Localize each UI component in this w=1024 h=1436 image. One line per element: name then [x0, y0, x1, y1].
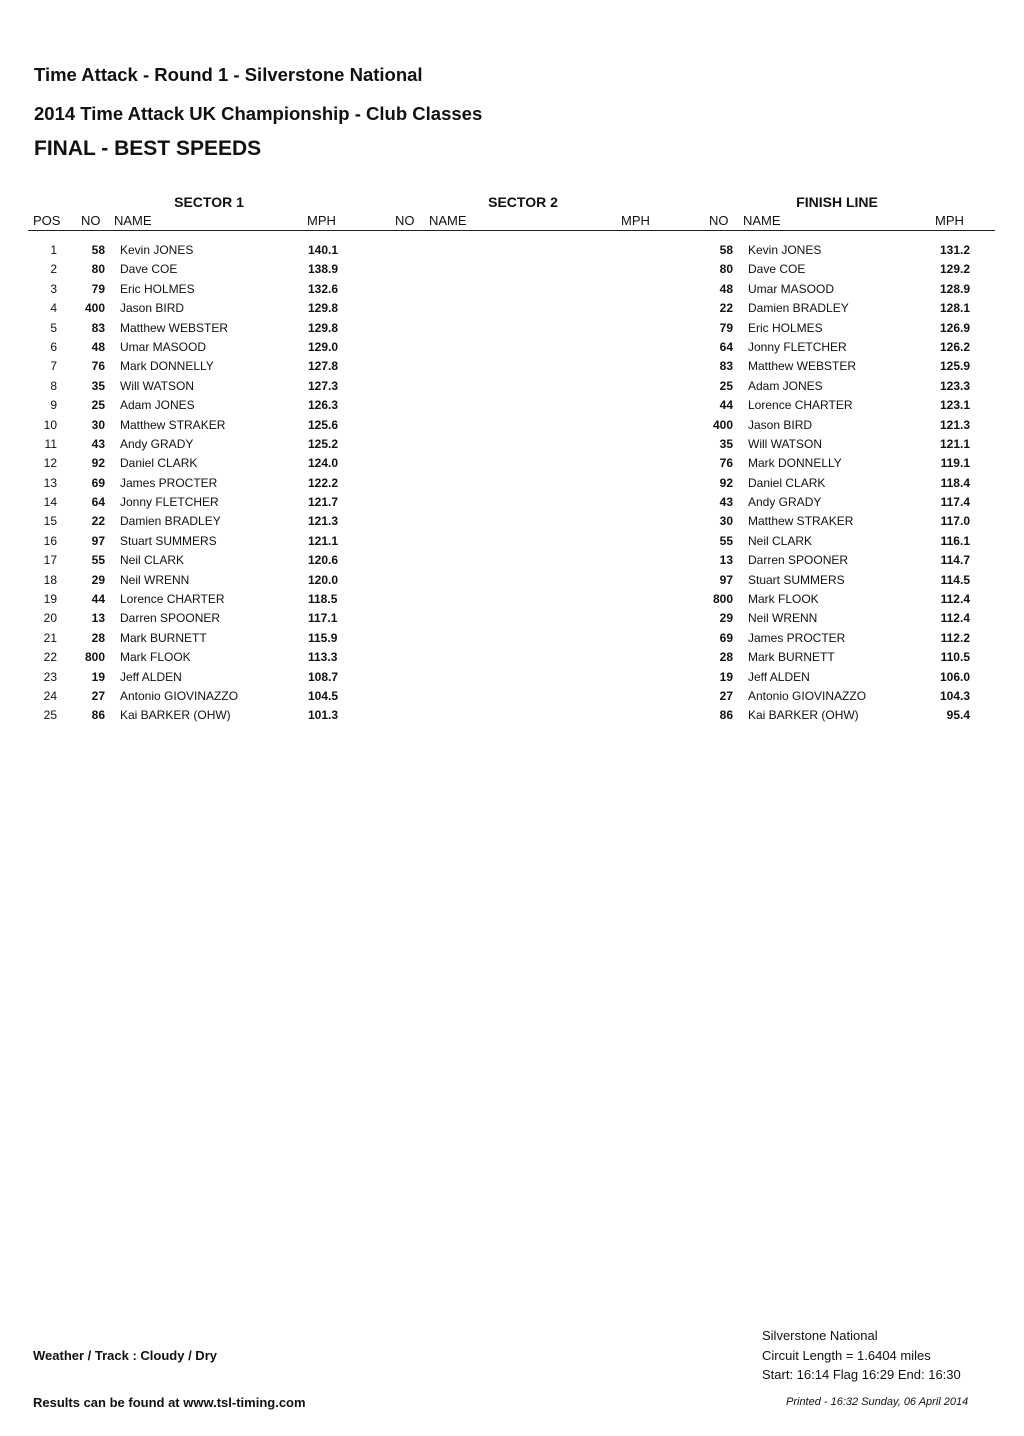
sector1-driver-name: Lorence CHARTER	[120, 592, 225, 607]
finish-speed: 112.4	[940, 592, 970, 607]
finish-driver-name: Will WATSON	[748, 436, 822, 451]
finish-car-number: 22	[719, 301, 733, 316]
finish-car-number: 86	[719, 708, 733, 723]
finish-speed: 117.4	[940, 495, 970, 510]
finish-car-number: 64	[719, 339, 733, 354]
table-row	[0, 241, 1024, 260]
finish-speed: 112.2	[940, 630, 970, 645]
sector1-speed: 121.3	[308, 514, 339, 529]
finish-driver-name: Kevin JONES	[748, 243, 822, 257]
results-table	[0, 241, 1024, 726]
col-header-finish-no: NO	[709, 213, 729, 228]
sector1-speed: 126.3	[308, 398, 339, 413]
sector1-speed: 124.0	[308, 456, 339, 471]
sector1-speed: 121.1	[308, 533, 339, 548]
finish-driver-name: Andy GRADY	[748, 495, 822, 510]
sector1-speed: 127.8	[308, 359, 339, 374]
sector1-speed: 120.0	[308, 572, 339, 587]
sector1-driver-name: Matthew STRAKER	[120, 417, 226, 432]
position-cell: 6	[50, 339, 57, 354]
col-header-sector1-mph: MPH	[307, 213, 336, 228]
sector1-speed: 129.0	[308, 339, 339, 354]
position-cell: 2	[50, 262, 57, 277]
finish-speed: 126.9	[939, 320, 970, 335]
table-row	[0, 648, 1024, 667]
sector1-car-number: 800	[84, 650, 105, 665]
table-row	[0, 338, 1024, 357]
sector1-car-number: 48	[91, 339, 105, 354]
event-title: Time Attack - Round 1 - Silverstone National	[34, 64, 423, 85]
finish-driver-name: Lorence CHARTER	[748, 398, 853, 413]
sector1-speed: 127.3	[308, 378, 339, 393]
finish-driver-name: Umar MASOOD	[748, 281, 835, 296]
sector1-car-number: 86	[91, 708, 105, 723]
finish-car-number: 43	[719, 495, 733, 510]
col-header-sector1-no: NO	[81, 213, 101, 228]
position-cell: 5	[50, 320, 57, 335]
sector1-car-number: 55	[91, 553, 105, 568]
col-header-sector1-name: NAME	[114, 213, 152, 228]
table-row	[0, 280, 1024, 299]
finish-driver-name: Dave COE	[748, 262, 806, 277]
sector1-car-number: 44	[91, 592, 105, 607]
position-cell: 19	[43, 592, 57, 607]
finish-speed: 123.1	[939, 398, 970, 413]
sector1-car-number: 83	[91, 320, 105, 335]
sector1-car-number: 19	[91, 669, 105, 684]
sector1-car-number: 25	[91, 398, 105, 413]
results-url: Results can be found at www.tsl-timing.com	[33, 1395, 306, 1410]
finish-speed: 114.7	[940, 553, 970, 568]
finish-car-number: 27	[719, 688, 733, 703]
sector1-car-number: 92	[91, 456, 105, 471]
finish-car-number: 69	[719, 630, 733, 645]
finish-driver-name: Stuart SUMMERS	[748, 572, 845, 587]
sector1-driver-name: Mark FLOOK	[120, 650, 191, 665]
sector1-car-number: 27	[91, 688, 105, 703]
finish-car-number: 97	[719, 572, 733, 587]
finish-driver-name: Daniel CLARK	[748, 475, 826, 490]
sector1-speed: 125.6	[308, 417, 339, 432]
sector1-speed: 129.8	[308, 301, 339, 316]
position-cell: 25	[43, 708, 57, 723]
sector1-car-number: 400	[84, 301, 105, 316]
table-row	[0, 629, 1024, 648]
sector1-driver-name: Kai BARKER (OHW)	[120, 708, 231, 723]
session-times: Start: 16:14 Flag 16:29 End: 16:30	[762, 1367, 961, 1382]
finish-car-number: 48	[719, 281, 733, 296]
finish-driver-name: Mark BURNETT	[748, 650, 835, 665]
position-cell: 23	[43, 669, 57, 684]
position-cell: 10	[43, 417, 57, 432]
table-row	[0, 687, 1024, 706]
sector1-speed: 122.2	[308, 475, 339, 490]
table-row	[0, 493, 1024, 512]
sector1-driver-name: Neil WRENN	[120, 572, 190, 587]
position-cell: 1	[50, 243, 57, 257]
finish-speed: 110.5	[940, 650, 970, 665]
sector1-car-number: 35	[91, 378, 105, 393]
position-cell: 3	[50, 281, 57, 296]
finish-speed: 118.4	[940, 475, 970, 490]
sector1-speed: 125.2	[308, 436, 339, 451]
position-cell: 21	[43, 630, 57, 645]
finish-car-number: 19	[719, 669, 733, 684]
table-row	[0, 668, 1024, 687]
championship-title: 2014 Time Attack UK Championship - Club Classes	[34, 103, 483, 124]
sector1-driver-name: Neil CLARK	[120, 553, 185, 568]
sector1-driver-name: Jason BIRD	[120, 301, 185, 316]
finish-speed: 125.9	[939, 359, 970, 374]
finish-speed: 128.9	[939, 281, 970, 296]
position-cell: 16	[43, 533, 57, 548]
finish-driver-name: Darren SPOONER	[748, 553, 849, 568]
position-cell: 13	[43, 475, 57, 490]
sector1-driver-name: Eric HOLMES	[120, 281, 195, 296]
sector1-speed: 129.8	[308, 320, 339, 335]
finish-car-number: 29	[719, 611, 733, 626]
position-cell: 9	[50, 398, 57, 413]
position-cell: 15	[43, 514, 57, 529]
finish-speed: 121.3	[939, 417, 970, 432]
sector1-heading: SECTOR 1	[174, 194, 244, 210]
sector1-speed: 138.9	[308, 262, 339, 277]
position-cell: 7	[50, 359, 57, 374]
sector1-driver-name: Umar MASOOD	[120, 339, 207, 354]
sector1-driver-name: Mark DONNELLY	[120, 359, 214, 374]
position-cell: 17	[43, 553, 57, 568]
finish-speed: 128.1	[939, 301, 970, 316]
finish-speed: 106.0	[939, 669, 970, 684]
position-cell: 8	[50, 378, 57, 393]
col-header-sector2-name: NAME	[429, 213, 467, 228]
finish-speed: 104.3	[939, 688, 970, 703]
printed-timestamp: Printed - 16:32 Sunday, 06 April 2014	[786, 1396, 969, 1408]
table-row	[0, 319, 1024, 338]
sector1-speed: 108.7	[308, 669, 339, 684]
finish-car-number: 83	[719, 359, 733, 374]
finish-speed: 121.1	[939, 436, 970, 451]
sector1-car-number: 58	[91, 243, 105, 257]
finish-speed: 116.1	[940, 533, 970, 548]
sector1-car-number: 76	[91, 359, 105, 374]
sector1-car-number: 80	[91, 262, 105, 277]
table-row	[0, 532, 1024, 551]
table-row	[0, 551, 1024, 570]
table-row	[0, 609, 1024, 628]
finish-car-number: 55	[719, 533, 733, 548]
position-cell: 18	[43, 572, 57, 587]
finish-car-number: 28	[719, 650, 733, 665]
sector1-car-number: 22	[91, 514, 105, 529]
table-row	[0, 416, 1024, 435]
sector1-speed: 118.5	[308, 592, 338, 607]
col-header-sector2-mph: MPH	[621, 213, 650, 228]
sector1-speed: 140.1	[308, 243, 339, 257]
col-header-finish-mph: MPH	[935, 213, 964, 228]
sector1-driver-name: Daniel CLARK	[120, 456, 198, 471]
finish-driver-name: Antonio GIOVINAZZO	[748, 688, 867, 703]
circuit-length: Circuit Length = 1.6404 miles	[762, 1348, 931, 1363]
finish-driver-name: Matthew STRAKER	[748, 514, 854, 529]
sector1-speed: 121.7	[308, 495, 339, 510]
sector1-car-number: 79	[91, 281, 105, 296]
position-cell: 4	[50, 301, 57, 316]
finish-speed: 95.4	[946, 708, 970, 723]
finish-speed: 114.5	[940, 572, 970, 587]
finish-speed: 129.2	[939, 262, 970, 277]
finish-line-heading: FINISH LINE	[796, 194, 878, 210]
table-row	[0, 435, 1024, 454]
finish-car-number: 800	[712, 592, 733, 607]
sector1-car-number: 43	[91, 436, 105, 451]
finish-driver-name: Jason BIRD	[748, 417, 813, 432]
header-divider	[28, 230, 995, 231]
table-row	[0, 590, 1024, 609]
finish-car-number: 80	[719, 262, 733, 277]
finish-car-number: 92	[719, 475, 733, 490]
table-row	[0, 474, 1024, 493]
sector1-driver-name: Mark BURNETT	[120, 630, 207, 645]
table-row	[0, 377, 1024, 396]
finish-driver-name: Adam JONES	[748, 378, 823, 393]
finish-car-number: 13	[719, 553, 733, 568]
sector1-speed: 104.5	[308, 688, 339, 703]
sector1-driver-name: Andy GRADY	[120, 436, 194, 451]
table-row	[0, 396, 1024, 415]
finish-driver-name: Damien BRADLEY	[748, 301, 849, 316]
finish-car-number: 58	[719, 243, 733, 257]
sector1-car-number: 13	[91, 611, 105, 626]
position-cell: 22	[43, 650, 57, 665]
weather-info: Weather / Track : Cloudy / Dry	[33, 1348, 217, 1363]
finish-driver-name: Mark DONNELLY	[748, 456, 842, 471]
finish-driver-name: James PROCTER	[748, 630, 846, 645]
col-header-sector2-no: NO	[395, 213, 415, 228]
sector1-driver-name: Damien BRADLEY	[120, 514, 221, 529]
sector1-driver-name: Matthew WEBSTER	[120, 320, 229, 335]
finish-car-number: 44	[719, 398, 733, 413]
sector1-driver-name: Kevin JONES	[120, 243, 194, 257]
col-header-pos: POS	[33, 213, 61, 228]
finish-driver-name: Kai BARKER (OHW)	[748, 708, 859, 723]
sector1-speed: 120.6	[308, 553, 339, 568]
sector1-car-number: 97	[91, 533, 105, 548]
finish-car-number: 35	[719, 436, 733, 451]
finish-driver-name: Neil WRENN	[748, 611, 818, 626]
sector1-car-number: 30	[91, 417, 105, 432]
sector1-driver-name: Darren SPOONER	[120, 611, 221, 626]
sector1-speed: 101.3	[308, 708, 339, 723]
position-cell: 11	[44, 436, 57, 451]
position-cell: 20	[43, 611, 57, 626]
table-row	[0, 357, 1024, 376]
sector1-car-number: 64	[91, 495, 105, 510]
sector1-speed: 113.3	[308, 650, 338, 665]
sector1-driver-name: James PROCTER	[120, 475, 218, 490]
finish-driver-name: Neil CLARK	[748, 533, 813, 548]
sector1-driver-name: Jonny FLETCHER	[120, 495, 219, 510]
finish-driver-name: Jeff ALDEN	[748, 669, 810, 684]
sector1-car-number: 29	[91, 572, 105, 587]
sector2-heading: SECTOR 2	[488, 194, 558, 210]
finish-car-number: 30	[719, 514, 733, 529]
finish-car-number: 76	[719, 456, 733, 471]
finish-speed: 131.2	[939, 243, 970, 257]
circuit-name: Silverstone National	[762, 1328, 878, 1343]
table-row	[0, 260, 1024, 279]
finish-car-number: 400	[712, 417, 733, 432]
finish-speed: 112.4	[940, 611, 970, 626]
finish-driver-name: Mark FLOOK	[748, 592, 819, 607]
finish-car-number: 25	[719, 378, 733, 393]
table-row	[0, 512, 1024, 531]
finish-driver-name: Jonny FLETCHER	[748, 339, 847, 354]
sector1-driver-name: Antonio GIOVINAZZO	[120, 688, 239, 703]
finish-speed: 117.0	[940, 514, 970, 529]
sector1-speed: 115.9	[308, 630, 338, 645]
sector1-driver-name: Stuart SUMMERS	[120, 533, 217, 548]
position-cell: 24	[43, 688, 57, 703]
sector1-speed: 117.1	[308, 611, 338, 626]
session-title: FINAL - BEST SPEEDS	[34, 137, 262, 160]
col-header-finish-name: NAME	[743, 213, 781, 228]
finish-driver-name: Matthew WEBSTER	[748, 359, 857, 374]
finish-speed: 123.3	[939, 378, 970, 393]
sector1-driver-name: Will WATSON	[120, 378, 194, 393]
finish-speed: 119.1	[940, 456, 970, 471]
finish-driver-name: Eric HOLMES	[748, 320, 823, 335]
table-row	[0, 299, 1024, 318]
position-cell: 14	[43, 495, 57, 510]
finish-car-number: 79	[719, 320, 733, 335]
position-cell: 12	[43, 456, 57, 471]
sector1-driver-name: Adam JONES	[120, 398, 195, 413]
sector1-driver-name: Dave COE	[120, 262, 178, 277]
table-row	[0, 706, 1024, 725]
sector1-car-number: 69	[91, 475, 105, 490]
sector1-car-number: 28	[91, 630, 105, 645]
sector1-driver-name: Jeff ALDEN	[120, 669, 182, 684]
table-row	[0, 571, 1024, 590]
table-row	[0, 454, 1024, 473]
finish-speed: 126.2	[939, 339, 970, 354]
sector1-speed: 132.6	[308, 281, 339, 296]
